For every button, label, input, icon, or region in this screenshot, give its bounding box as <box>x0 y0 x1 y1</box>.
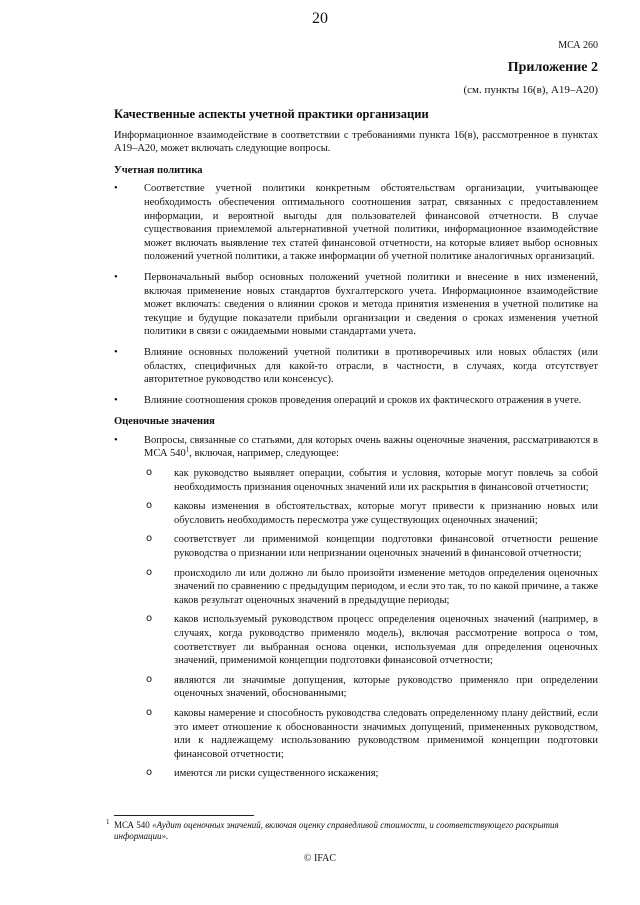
intro-paragraph: Информационное взаимодействие в соответствии с требованиями пункта 16(в), рассмотренное в пунктах А19–А20, может включать следующие вопросы. <box>114 129 598 155</box>
footnote-number: 1 <box>106 818 110 826</box>
list-item-text: Влияние основных положений учетной политики в противоречивых или новых областях (или областях, специфичных для какой-то отрасли, в частности, в случаях, когда отсутствует авторитетное руководство или консенсус). <box>144 346 598 386</box>
list-item-text: Соответствие учетной политики конкретным обстоятельствам организации, учитывающее необходимость обеспечения оптимального соотношения затрат, связанных с предоставлением информации, и вероятной выгоды для пользователей финансовой отчетности. В случае существования приемлемой альтернативной учетной политики, информационное взаимодействие может включать выявление тех статей финансовой отчетности, на которые влияет выбор основных положений учетной политики, а также информации об учетной политике аналогичных организаций. <box>144 183 598 263</box>
footnote-reference[interactable]: 1 <box>185 445 190 454</box>
list-item <box>114 271 598 339</box>
accounting-policies-list <box>114 182 598 407</box>
sub-list-item-text: каковы изменения в обстоятельствах, которые могут привести к признанию новых или обусловить необходимость пересмотра уже существующих оценочных значений; <box>174 501 598 526</box>
bullet-icon: • <box>114 271 118 283</box>
sub-list-item <box>144 707 598 761</box>
sub-list-item <box>144 533 598 560</box>
estimates-sublist <box>144 467 598 781</box>
sub-list-item <box>144 567 598 608</box>
sub-list-item <box>144 767 598 781</box>
sub-list-item-text: каковы намерение и способность руководства следовать определенному плану действий, если это имеет отношение к обоснованности значимых допущений, примененных руководством, или к надлежащему использованию руководством применимой концепции подготовки финансовой отчетности; <box>174 707 598 760</box>
estimates-list <box>114 434 598 781</box>
appendix-reference: (см. пункты 16(в), А19–А20) <box>463 84 598 96</box>
footnote-lead: МСА 540 <box>114 820 150 830</box>
estimates-lead-text-end: , включая, например, следующее: <box>189 448 339 460</box>
sub-list-item <box>144 674 598 701</box>
sub-list-item-text: каков используемый руководством процесс определения оценочных значений (например, в случаях, когда руководство применяло модель), включая рассмотрение вопроса о том, соответствует ли выбранная основа оценки, используемая для определения оценочных значений, применимой концепции подготовки финансовой отчетности; <box>174 614 598 667</box>
sub-list-item-text: соответствует ли применимой концепции подготовки финансовой отчетности решение руководства о признании или непризнании оценочных значений в финансовой отчетности; <box>174 534 598 560</box>
sub-list-item-text: имеются ли риски существенного искажения; <box>174 768 379 780</box>
copyright-notice: © IFAC <box>303 853 337 864</box>
circle-bullet-icon: o <box>146 673 153 685</box>
circle-bullet-icon: o <box>146 467 153 479</box>
circle-bullet-icon: o <box>146 533 153 545</box>
circle-bullet-icon: o <box>146 500 153 512</box>
sub-list-item-text: как руководство выявляет операции, события и условия, которые могут повлечь за собой необходимость признания оценочных значений или их раскрытия в финансовой отчетности; <box>174 468 598 493</box>
sub-list-item <box>144 613 598 667</box>
bullet-icon: • <box>114 183 118 195</box>
sub-list-item <box>144 500 598 527</box>
sub-list-item-text: происходило ли или должно ли было произойти изменение методов определения оценочных значений по сравнению с предыдущим периодом, и если это так, то по какой причине, а также каков результат оценочных значений в предыдущие периоды; <box>174 567 598 606</box>
section-title: Качественные аспекты учетной практики организации <box>114 107 429 121</box>
circle-bullet-icon: o <box>146 767 153 779</box>
list-item <box>114 394 598 408</box>
circle-bullet-icon: o <box>146 613 153 625</box>
list-item <box>114 346 598 387</box>
circle-bullet-icon: o <box>146 566 153 578</box>
list-item <box>114 182 598 264</box>
footnote-divider <box>114 815 254 816</box>
document-code: МСА 260 <box>558 40 598 51</box>
bullet-icon: • <box>114 394 118 406</box>
appendix-title: Приложение 2 <box>507 60 598 75</box>
circle-bullet-icon: o <box>146 706 153 718</box>
list-item-text: Влияние соотношения сроков проведения операций и сроков их фактического отражения в учете. <box>144 394 582 406</box>
footnote-text: «Аудит оценочных значений, включая оценку справедливой стоимости, и соответствующего раскрытия информации». <box>114 820 559 841</box>
estimates-lead-text: Вопросы, связанные со статьями, для которых очень важны оценочные значения, рассматриваются в МСА 540 <box>144 434 598 460</box>
sub-list-item-text: являются ли значимые допущения, которые руководство применяло при определении оценочных значений, обоснованными; <box>174 674 598 700</box>
list-item-text: Первоначальный выбор основных положений учетной политики и внесение в них изменений, включая применение новых стандартов бухгалтерского учета. Информационное взаимодействие может включать: сведения о влиянии сроков и метода принятия изменения в учетной политике на текущие и будущие показатели прибыли организации и сведения о сроках изменения учетной политики в связи с ожидаемыми новыми стандартами учета. <box>144 271 598 338</box>
bullet-icon: • <box>114 346 118 358</box>
accounting-policies-heading: Учетная политика <box>114 164 203 176</box>
main-content <box>114 108 598 788</box>
footnote <box>106 818 598 842</box>
bullet-icon: • <box>114 434 118 446</box>
sub-list-item <box>144 467 598 494</box>
page-number: 20 <box>312 10 328 27</box>
list-item <box>114 434 598 781</box>
estimates-heading: Оценочные значения <box>114 416 215 428</box>
